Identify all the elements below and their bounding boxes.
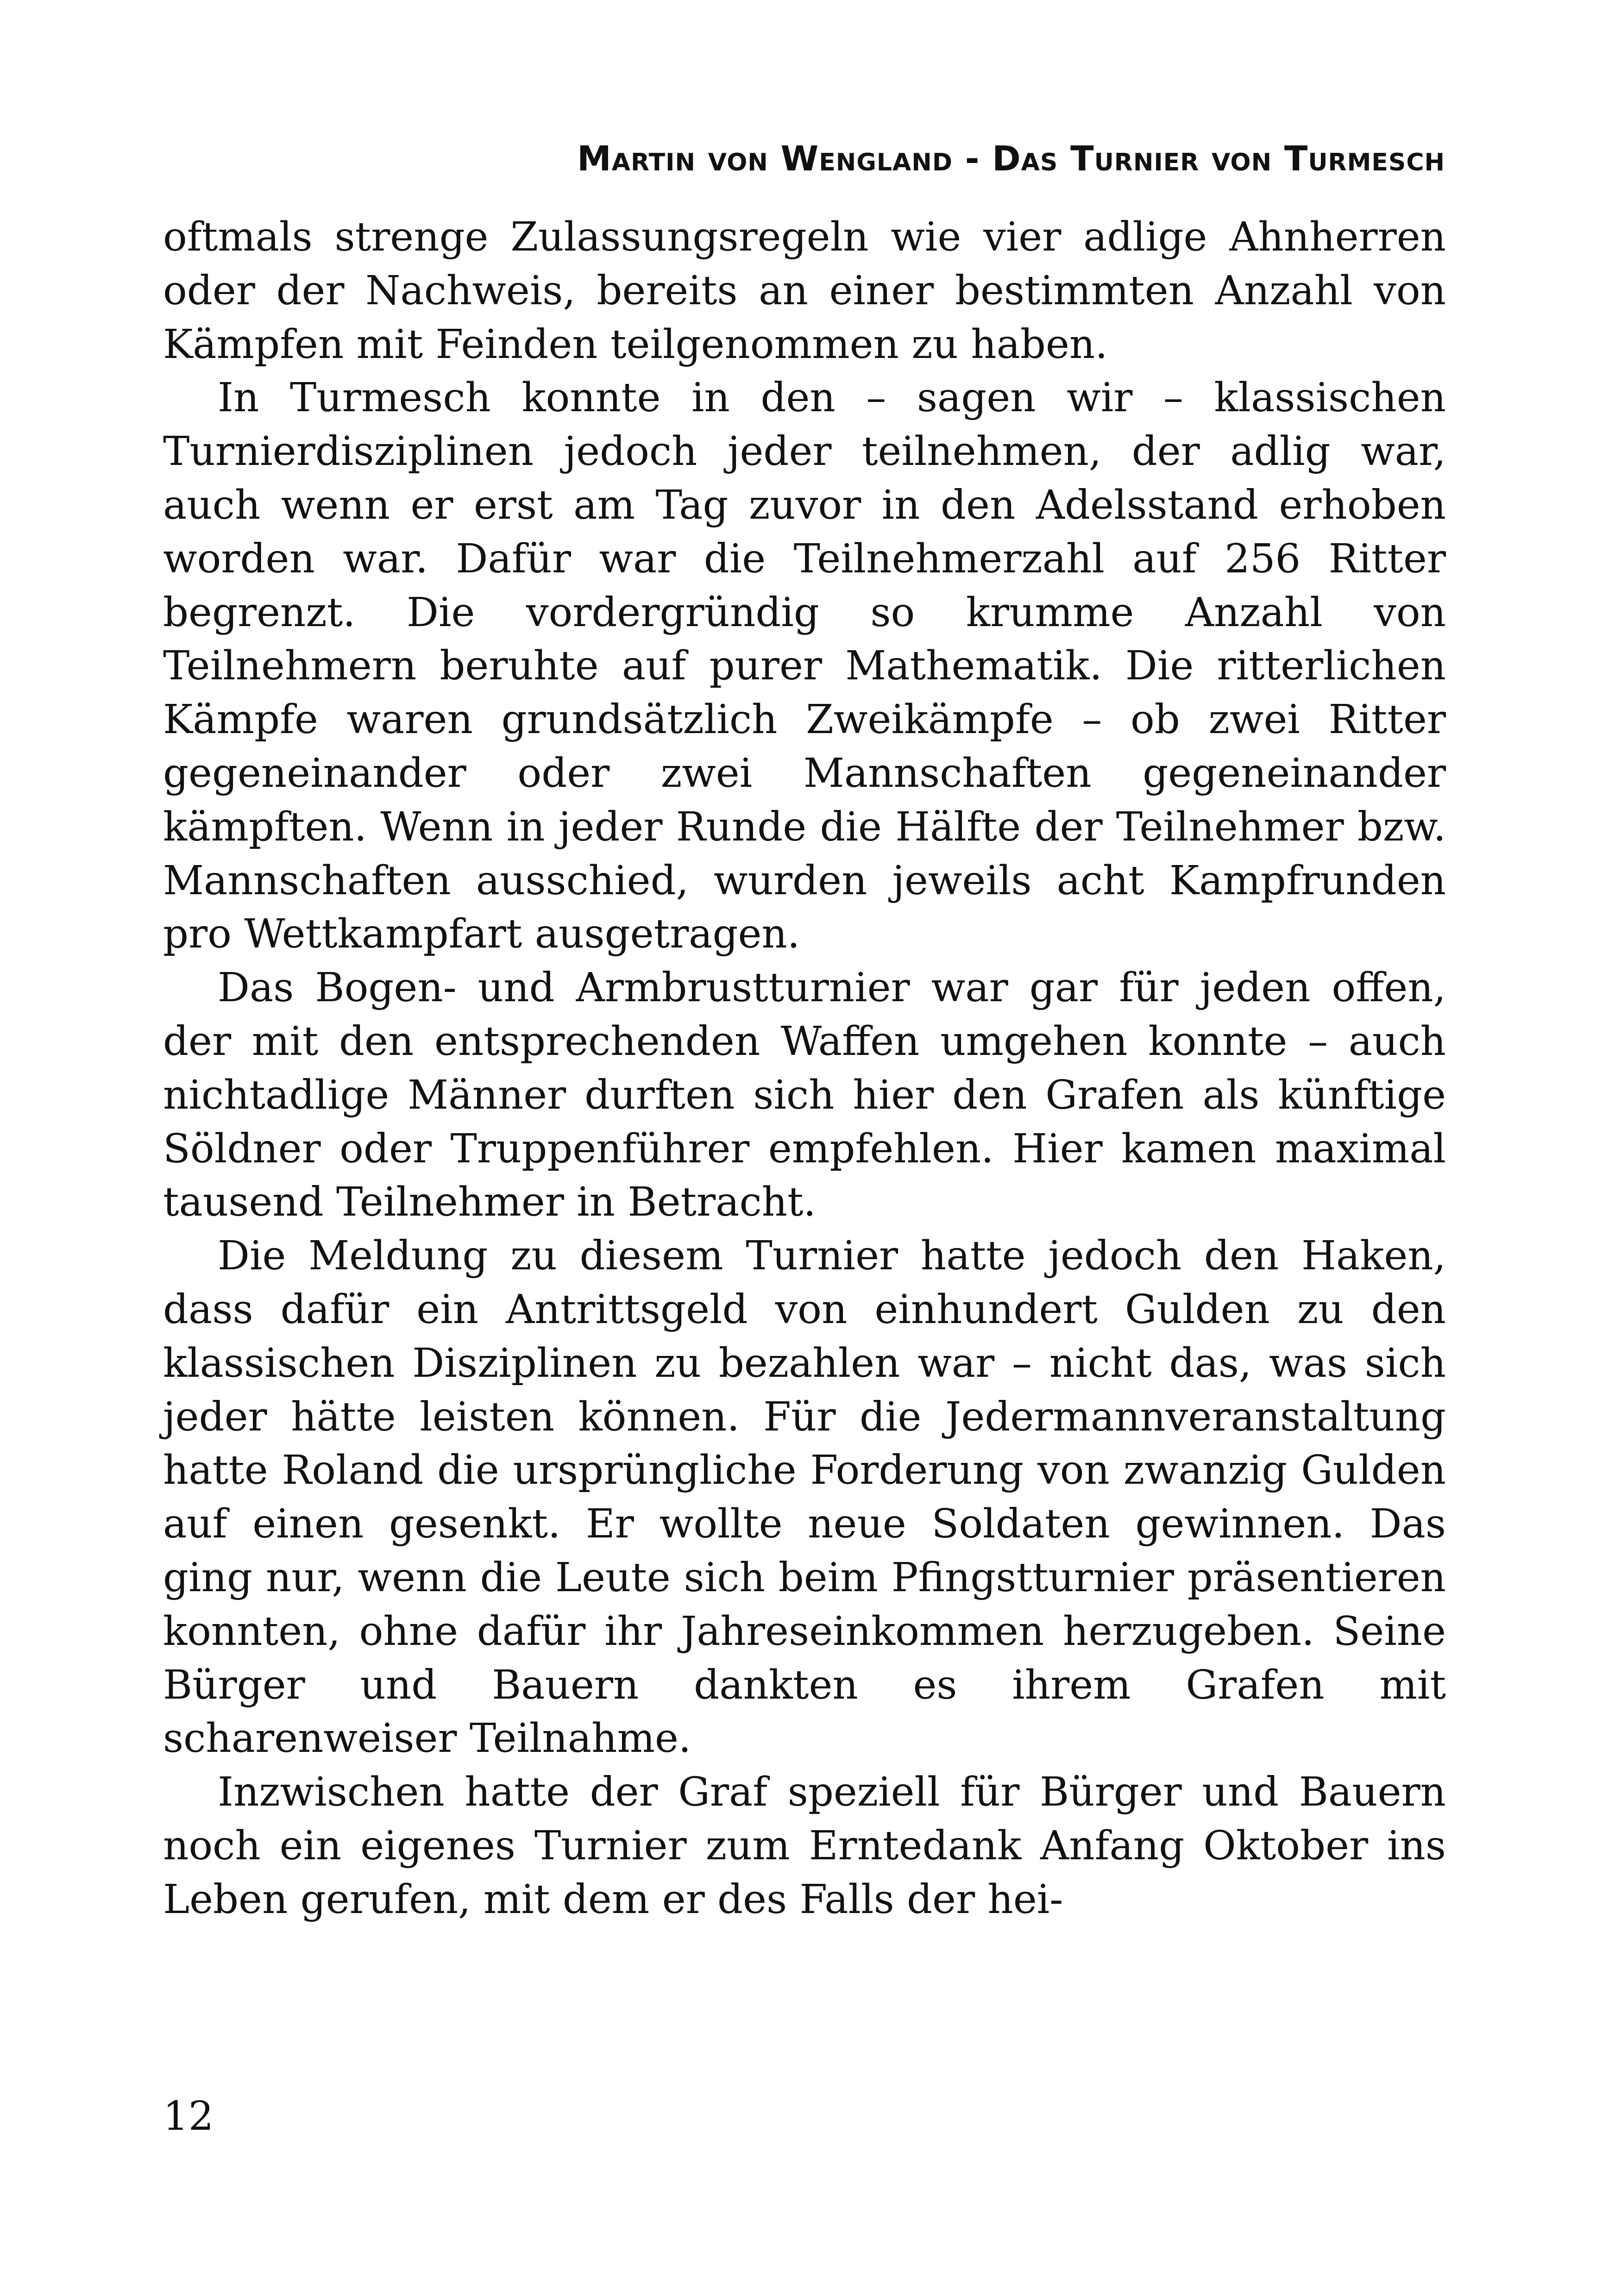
page-number: 12 [163,2093,214,2139]
running-head: Martin von Wengland - Das Turnier von Turmesch [577,139,1445,179]
body-text [163,211,1446,1927]
paragraph-1: oftmals strenge Zulassungsregeln wie vier adlige Ahnherren oder der Nachweis, bereits an einer bestimmten Anzahl von Kämpfen mit Feinden teilgenommen zu haben. [163,214,1446,368]
paragraph-4: Die Meldung zu diesem Turnier hatte jedoch den Haken, dass dafür ein Antrittsgeld von einhundert Gulden zu den klassischen Disziplinen zu bezahlen war – nicht das, was sich jeder hätte leisten können. Für die Jedermannveranstaltung hatte Roland die ursprüngliche Forderung von zwanzig Gulden auf einen gesenkt. Er wollte neue Soldaten gewinnen. Das ging nur, wenn die Leute sich beim Pfingstturnier präsentieren konnten, ohne dafür ihr Jahreseinkommen herzugeben. Seine Bürger und Bauern dankten es ihrem Grafen mit scharenweiser Teilnahme. [163,1233,1446,1762]
paragraph-3: Das Bogen- und Armbrustturnier war gar für jeden offen, der mit den entsprechenden Waffen umgehen konnte – auch nichtadlige Männer durften sich hier den Grafen als künftige Söldner oder Truppenführer empfehlen. Hier kamen maximal tausend Teilnehmer in Betracht. [163,965,1446,1226]
paragraph-5: Inzwischen hatte der Graf speziell für Bürger und Bauern noch ein eigenes Turnier zum Erntedank Anfang Oktober ins Leben gerufen, mit dem er des Falls der hei- [163,1769,1446,1923]
paragraph-2: In Turmesch konnte in den – sagen wir – klassischen Turnierdisziplinen jedoch jeder teilnehmen, der adlig war, auch wenn er erst am Tag zuvor in den Adelsstand erhoben worden war. Dafür war die Teilnehmerzahl auf 256 Ritter begrenzt. Die vordergründig so krumme Anzahl von Teilnehmern beruhte auf purer Mathematik. Die ritterlichen Kämpfe waren grundsätzlich Zweikämpfe – ob zwei Ritter gegeneinander oder zwei Mannschaften gegeneinander kämpften. Wenn in jeder Runde die Hälfte der Teilnehmer bzw. Mannschaften ausschied, wurden jeweils acht Kampfrunden pro Wettkampfart ausgetragen. [163,375,1446,958]
